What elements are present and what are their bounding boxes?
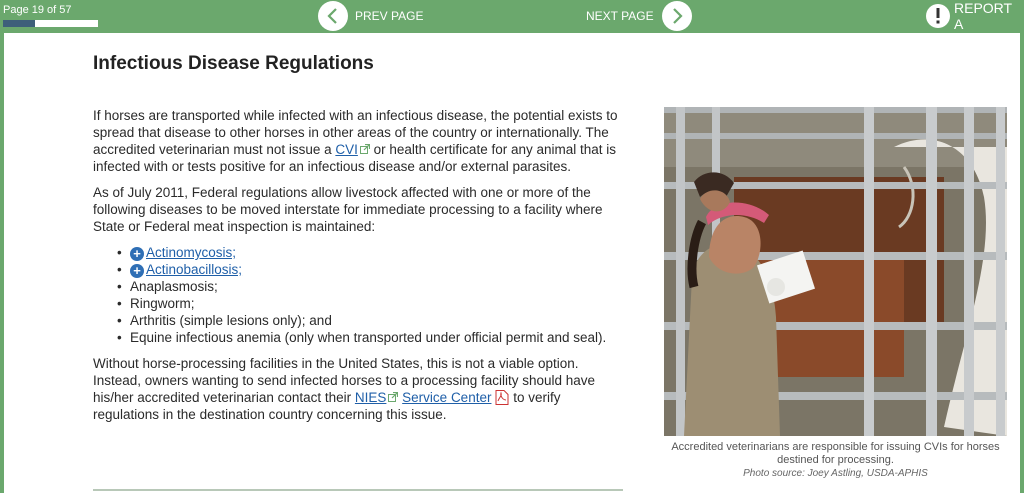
next-page-label: NEXT PAGE bbox=[586, 9, 654, 23]
divider bbox=[93, 489, 623, 491]
page-title: Infectious Disease Regulations bbox=[93, 53, 374, 74]
vet-with-horses-photo bbox=[664, 107, 1007, 436]
disease-list bbox=[93, 244, 627, 346]
page-counter: Page 19 of 57 bbox=[3, 4, 72, 16]
progress-bar bbox=[3, 20, 98, 27]
plus-circle-icon[interactable]: + bbox=[130, 264, 144, 278]
paragraph-3-text-b: to verify regulations in the destination country concerning this issue. bbox=[93, 390, 561, 422]
prev-page-label: PREV PAGE bbox=[355, 9, 424, 23]
next-page-button[interactable] bbox=[586, 1, 692, 31]
paragraph-3 bbox=[93, 355, 627, 423]
caption-text: Accredited veterinarians are responsible for issuing CVIs for horses destined for processing. bbox=[671, 441, 1000, 466]
service-center-link[interactable]: Service Center bbox=[402, 390, 492, 405]
chevron-left-icon bbox=[318, 1, 348, 31]
progress-bar-fill bbox=[3, 20, 35, 27]
paragraph-1-text-a: If horses are transported while infected with an infectious disease, the potential exists to spread that disease to other horses in other areas of the country or internationally. The accredited veterinarian must not issue a bbox=[93, 108, 618, 157]
prev-page-button[interactable] bbox=[318, 1, 423, 31]
report-label: REPORT A bbox=[954, 0, 1012, 32]
nies-link[interactable]: NIES bbox=[354, 390, 387, 405]
list-item: • Equine infectious anemia (only when transported under official permit and seal). bbox=[117, 329, 627, 346]
report-button[interactable] bbox=[926, 1, 1024, 31]
external-link-icon bbox=[360, 141, 370, 151]
body-text bbox=[93, 107, 627, 432]
content-panel bbox=[4, 33, 1020, 493]
top-nav-bar bbox=[0, 0, 1024, 32]
list-item: • Arthritis (simple lesions only); and bbox=[117, 312, 627, 329]
actinomycosis-link[interactable]: Actinomycosis; bbox=[146, 245, 237, 260]
list-item bbox=[117, 244, 627, 261]
alert-icon bbox=[926, 4, 950, 28]
cvi-link[interactable]: CVI bbox=[335, 142, 358, 157]
paragraph-1 bbox=[93, 107, 627, 175]
photo-credit: Photo source: Joey Astling, USDA-APHIS bbox=[743, 468, 928, 479]
list-item: • Ringworm; bbox=[117, 295, 627, 312]
paragraph-3-text-a: Without horse-processing facilities in the United States, this is not a viable option. Instead, owners wanting to send infected horses to a processing facility should have his/her accredited veterinarian contact their bbox=[93, 356, 596, 405]
paragraph-1-text-b: or health certificate for any animal that is infected with or tests positive for an infectious disease and/or external parasites. bbox=[93, 142, 617, 174]
photo-caption bbox=[664, 441, 1007, 480]
plus-circle-icon[interactable]: + bbox=[130, 247, 144, 261]
paragraph-2: As of July 2011, Federal regulations allow livestock affected with one or more of the following diseases to be moved interstate for immediate processing to a facility where State or Federal meat inspection is maintained: bbox=[93, 185, 603, 234]
actinobacillosis-link[interactable]: Actinobacillosis; bbox=[146, 262, 243, 277]
list-item bbox=[117, 261, 627, 278]
pdf-icon[interactable] bbox=[495, 390, 509, 405]
list-item: • Anaplasmosis; bbox=[117, 278, 627, 295]
external-link-icon bbox=[388, 389, 398, 399]
chevron-right-icon bbox=[662, 1, 692, 31]
